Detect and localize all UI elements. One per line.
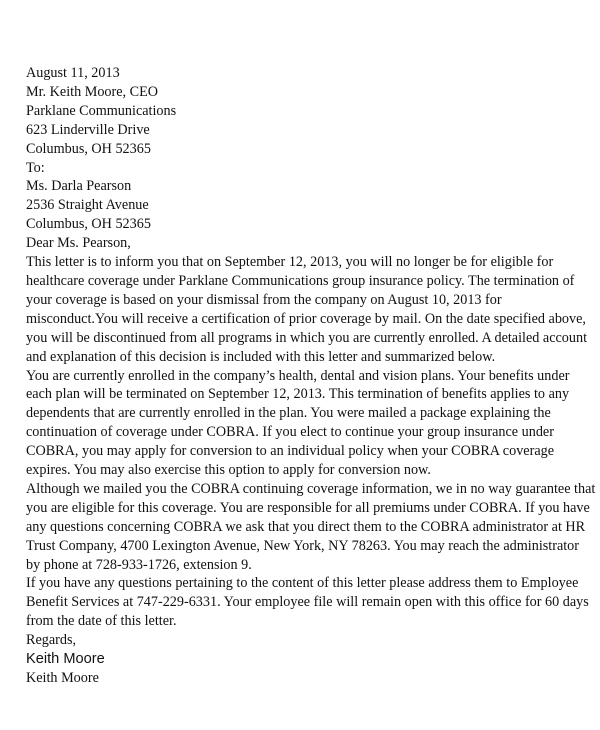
recipient-address-block xyxy=(26,177,586,234)
paragraph-line: from the date of this letter. xyxy=(26,613,177,630)
paragraph-line: and explanation of this decision is included with this letter and summarized below. xyxy=(26,348,496,365)
paragraph-line: by phone at 728-933-1726, extension 9. xyxy=(26,556,252,573)
paragraph-line: each plan will be terminated on September 12, 2013. This termination of benefits applies to any xyxy=(26,386,570,403)
paragraph-line: healthcare coverage under Parklane Communications group insurance policy. The termination of xyxy=(26,272,575,289)
recipient-city: Columbus, OH 52365 xyxy=(26,216,151,233)
paragraph-termination-notice xyxy=(26,253,586,366)
paragraph-line: If you have any questions pertaining to the content of this letter please address them to Employee xyxy=(26,575,579,592)
sender-address-block xyxy=(26,83,586,159)
sender-name-title: Mr. Keith Moore, CEO xyxy=(26,83,159,100)
paragraph-line: dependents that are currently enrolled in the plan. You were mailed a package explaining the xyxy=(26,405,551,422)
paragraph-line: you are eligible for this coverage. You are responsible for all premiums under COBRA. If you have xyxy=(26,499,590,516)
paragraph-line: your coverage is based on your dismissal from the company on August 10, 2013 for xyxy=(26,291,502,308)
closing: Regards, xyxy=(26,632,77,649)
paragraph-line: Although we mailed you the COBRA continuing coverage information, we in no way guarantee that xyxy=(26,480,596,497)
paragraph-line: continuation of coverage under COBRA. If you elect to continue your group insurance under xyxy=(26,424,554,441)
recipient-street: 2536 Straight Avenue xyxy=(26,197,149,214)
paragraph-line: you will be discontinued from all programs in which you are currently enrolled. A detailed account xyxy=(26,329,588,346)
to-label: To: xyxy=(26,159,45,176)
paragraph-line: You are currently enrolled in the company’s health, dental and vision plans. Your benefits under xyxy=(26,367,570,384)
letter-date: August 11, 2013 xyxy=(26,65,120,81)
paragraph-line: Trust Company, 4700 Lexington Avenue, New York, NY 78263. You may reach the administrator xyxy=(26,537,580,554)
sender-city: Columbus, OH 52365 xyxy=(26,140,151,157)
letter-body xyxy=(26,64,596,688)
paragraph-contact-info xyxy=(26,574,589,631)
recipient-name: Ms. Darla Pearson xyxy=(26,178,132,195)
salutation: Dear Ms. Pearson, xyxy=(26,235,131,252)
paragraph-line: This letter is to inform you that on September 12, 2013, you will no longer be for eligible for xyxy=(26,254,554,271)
paragraph-line: expires. You may also exercise this option to apply for conversion now. xyxy=(26,462,431,479)
sender-company: Parklane Communications xyxy=(26,102,177,119)
printed-name: Keith Moore xyxy=(26,670,99,687)
paragraph-line: any questions concerning COBRA we ask that you direct them to the COBRA administrator at HR xyxy=(26,518,586,535)
signature: Keith Moore xyxy=(26,651,105,668)
paragraph-line: COBRA, you may apply for conversion to an individual policy when your COBRA coverage xyxy=(26,443,555,460)
paragraph-line: misconduct.You will receive a certification of prior coverage by mail. On the date specified above, xyxy=(26,310,586,327)
paragraph-cobra-administrator xyxy=(26,480,596,575)
sender-street: 623 Linderville Drive xyxy=(26,121,150,138)
paragraph-line: Benefit Services at 747-229-6331. Your employee file will remain open with this office for 60 days xyxy=(26,594,589,611)
paragraph-benefits-cobra xyxy=(26,367,586,480)
